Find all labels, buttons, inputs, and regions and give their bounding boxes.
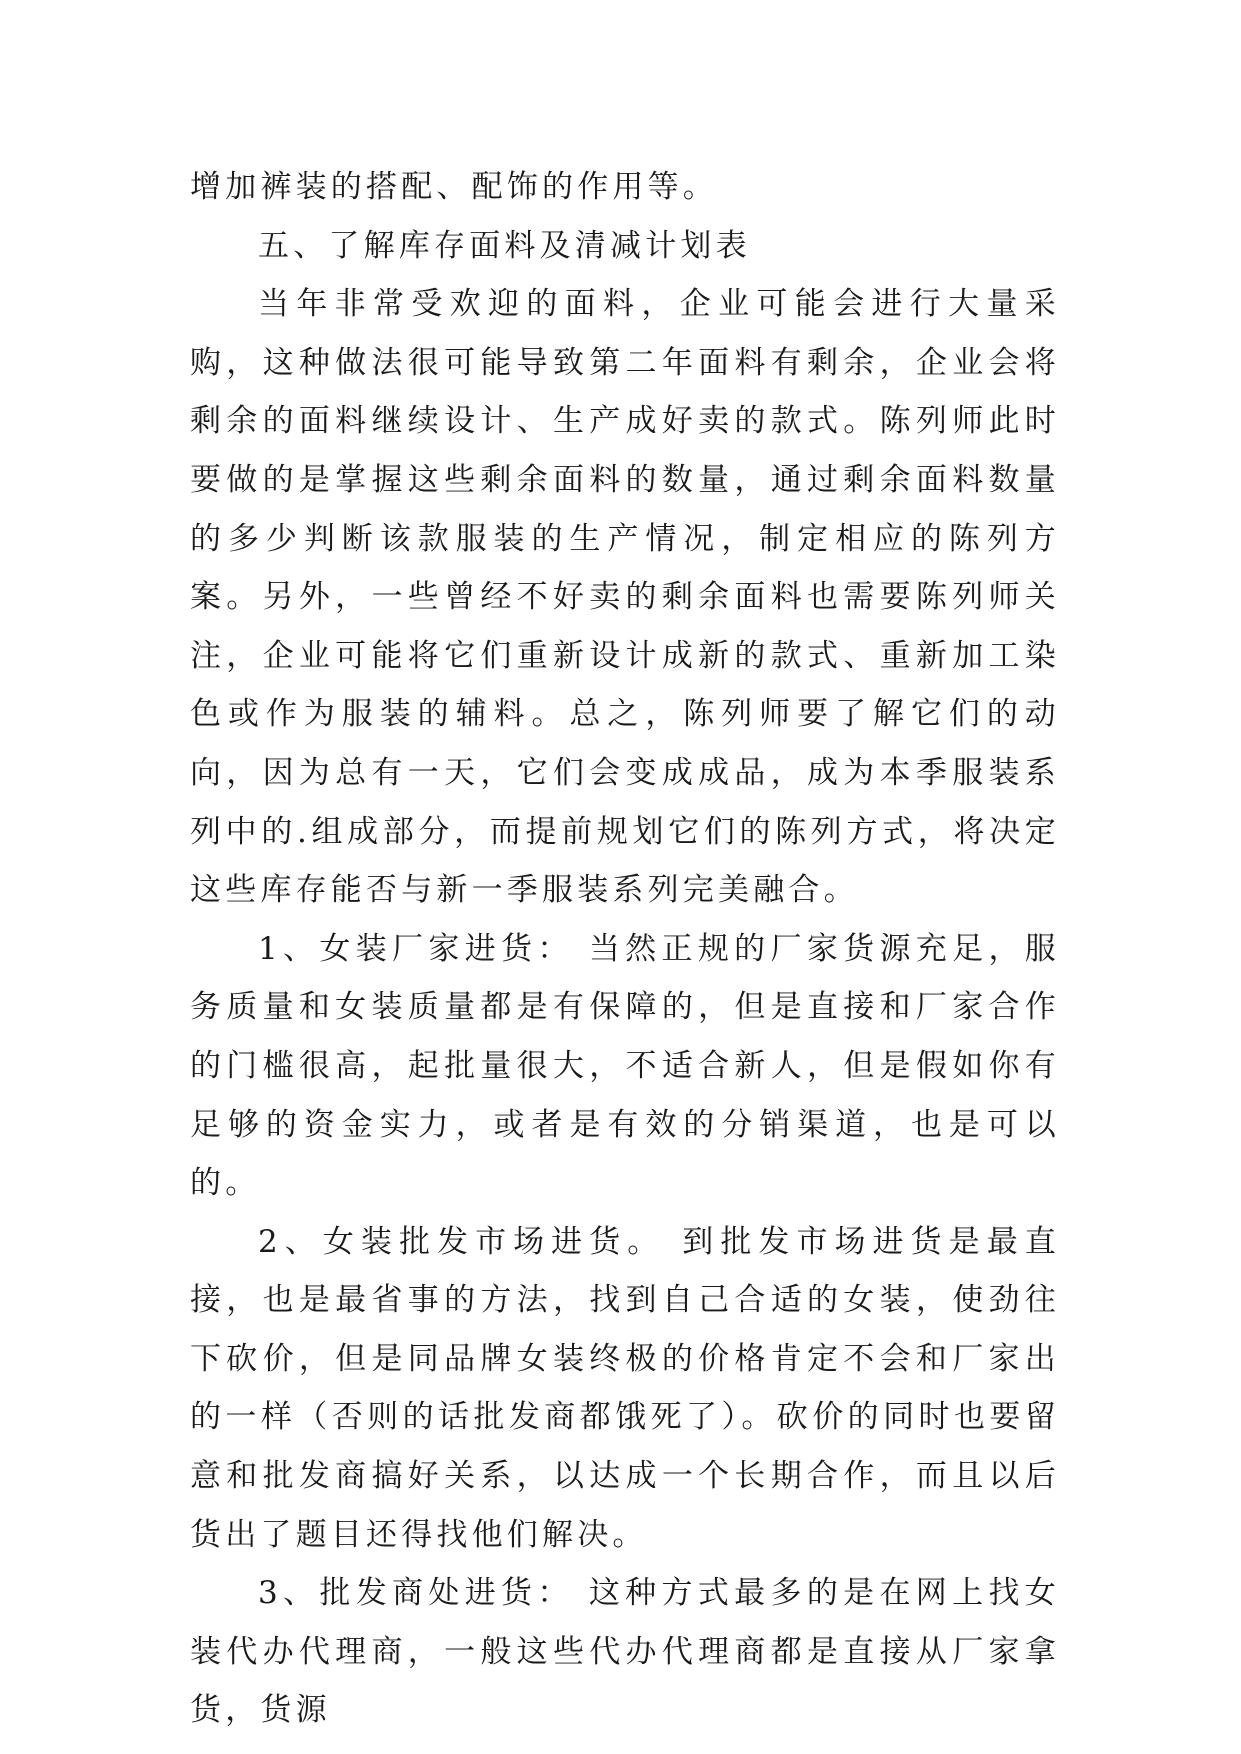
- paragraph-continuation: 增加裤装的搭配、配饰的作用等。: [190, 169, 718, 205]
- paragraph-fabric-inventory: 当年非常受欢迎的面料，企业可能会进行大量采购，这种做法很可能导致第二年面料有剩余，企业会将剩余的面料继续设计、生产成好卖的款式。陈列师此时要做的是掌握这些剩余面料的数量，通过剩余面料数量的多少判断该款服装的生产情况，制定相应的陈列方案。另外，一些曾经不好卖的剩余面料也需要陈列师关注，企业可能将它们重新设计成新的款式、重新加工染色或作为服装的辅料。总之，陈列师要了解它们的动向，因为总有一天，它们会变成成品，成为本季服装系列中的.组成部分，而提前规划它们的陈列方式，将决定这些库存能否与新一季服装系列完美融合。: [190, 286, 1060, 909]
- paragraph-item-3: 3、批发商处进货： 这种方式最多的是在网上找女装代办代理商，一般这些代办代理商都是直接从厂家拿货，货源: [190, 1575, 1060, 1729]
- document-body: [190, 158, 1060, 1740]
- paragraph-item-1: 1、女装厂家进货： 当然正规的厂家货源充足，服务质量和女装质量都是有保障的，但是直接和厂家合作的门槛很高，起批量很大，不适合新人，但是假如你有足够的资金实力，或者是有效的分销渠道，也是可以的。: [190, 930, 1060, 1202]
- paragraph-item-2: 2、女装批发市场进货。 到批发市场进货是最直接，也是最省事的方法，找到自己合适的女装，使劲往下砍价，但是同品牌女装终极的价格肯定不会和厂家出的一样（否则的话批发商都饿死了）。砍价的同时也要留意和批发商搞好关系，以达成一个长期合作，而且以后货出了题目还得找他们解决。: [190, 1223, 1060, 1553]
- section-heading: 五、了解库存面料及清减计划表: [258, 227, 751, 264]
